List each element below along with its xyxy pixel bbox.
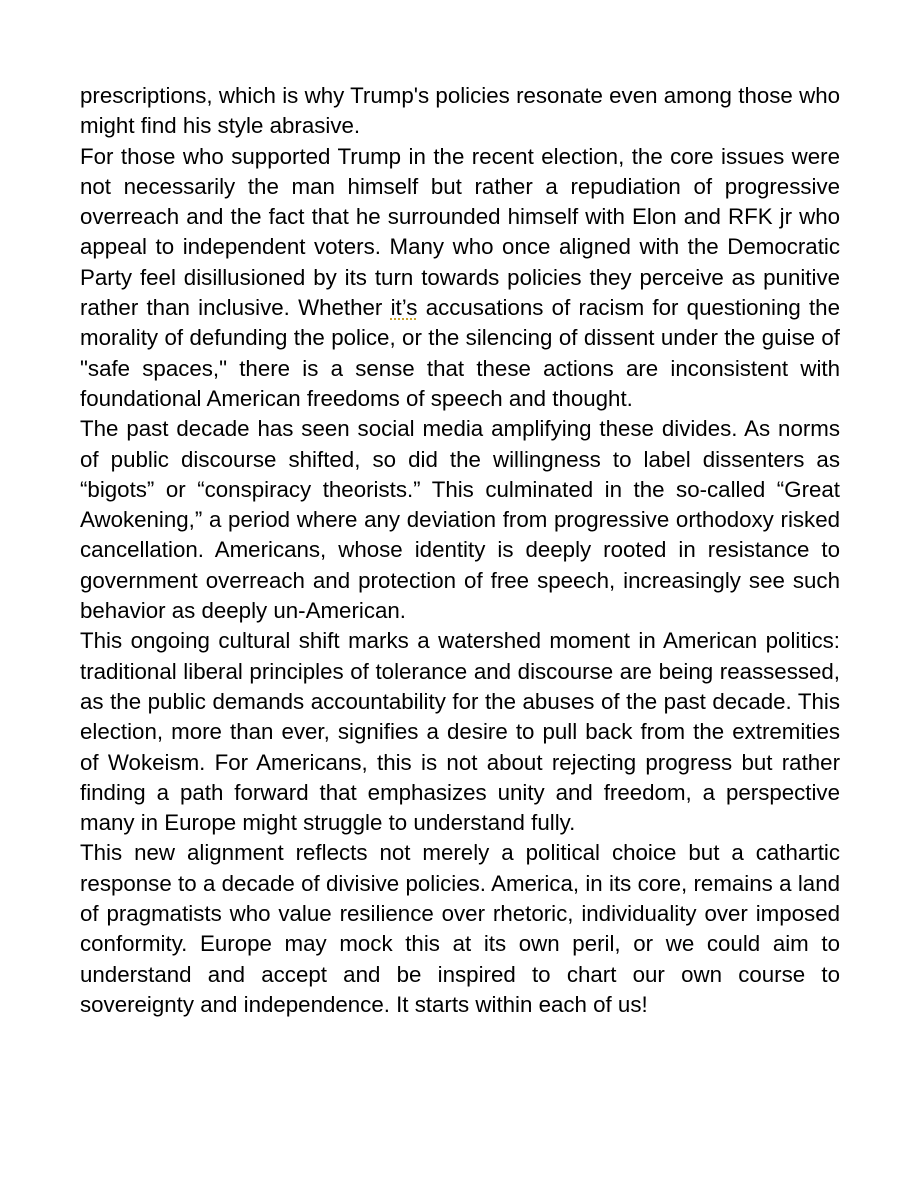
grammar-flagged-word[interactable]: it’s — [390, 295, 418, 321]
paragraph-2-text-before: For those who supported Trump in the recent election, the core issues were not necessarily the man himself but rather a repudiation of progressive overreach and the fact that he surrounded himself with Elon and RFK jr who appeal to independent voters. Many who once aligned with the Democratic Party feel disillusioned by its turn towards policies they perceive as punitive rather than inclusive. Whether — [80, 143, 840, 321]
paragraph-5: This new alignment reflects not merely a political choice but a cathartic response to a decade of divisive policies. America, in its core, remains a land of pragmatists who value resilience over rhetoric, individuality over imposed conformity. Europe may mock this at its own peril, or we could aim to understand and accept and be inspired to chart our own course to sovereignty and independence. It starts within each of us! — [80, 840, 840, 1017]
paragraph-2-text-after: accusations of racism for questioning the morality of defunding the police, or the silencing of dissent under the guise of "safe spaces," there is a sense that these actions are inconsistent with foundational American freedoms of speech and thought. — [80, 295, 840, 411]
paragraph-1: prescriptions, which is why Trump's policies resonate even among those who might find his style abrasive. — [80, 83, 840, 139]
paragraph-2 — [80, 142, 840, 415]
paragraph-4: This ongoing cultural shift marks a watershed moment in American politics: traditional liberal principles of tolerance and discourse are being reassessed, as the public demands accountability for the abuses of the past decade. This election, more than ever, signifies a desire to pull back from the extremities of Wokeism. For Americans, this is not about rejecting progress but rather finding a path forward that emphasizes unity and freedom, a perspective many in Europe might struggle to understand fully. — [80, 628, 840, 836]
document-body — [80, 81, 840, 1020]
paragraph-3: The past decade has seen social media amplifying these divides. As norms of public discourse shifted, so did the willingness to label dissenters as “bigots” or “conspiracy theorists.” This culminated in the so-called “Great Awokening,” a period where any deviation from progressive orthodoxy risked cancellation. Americans, whose identity is deeply rooted in resistance to government overreach and protection of free speech, increasingly see such behavior as deeply un-American. — [80, 416, 840, 624]
